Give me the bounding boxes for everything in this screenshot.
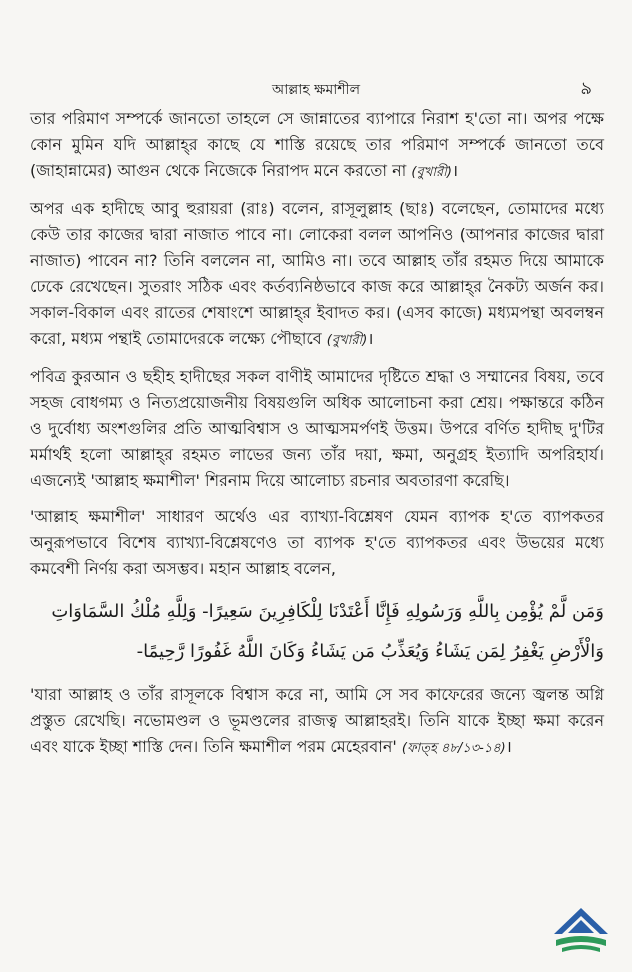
citation-bukhari-2: (বুখারী) (326, 333, 368, 348)
quran-verse (30, 592, 604, 672)
page-header (0, 72, 632, 102)
paragraph-2-text: অপর এক হাদীছে আবু হুরায়রা (রাঃ) বলেন, রাসূলুল্লাহ (ছাঃ) বলেছেন, তোমাদের মধ্যে কেউ তার কাজের দ্বারা নাজাত পাবে না। লোকেরা বলল আপনিও (আপনার কাজের দ্বারা নাজাত) পাবেন না? তিনি বললেন না, আমিও না। তবে আল্লাহ তাঁর রহমত দিয়ে আমাকে ঢেকে রেখেছেন। সুতরাং সঠিক এবং কর্তব্যনিষ্ঠভাবে কাজ করে আল্লাহ্‌র নৈকট্য অর্জন কর। সকাল-বিকাল এবং রাতের শেষাংশে আল্লাহ্‌র ইবাদত কর। (এসব কাজে) মধ্যমপন্থা অবলম্বন করো, মধ্যম পন্থাই তোমাদেরকে লক্ষ্যে পৌছাবে (30, 199, 604, 348)
running-title: আল্লাহ ক্ষমাশীল (271, 82, 361, 98)
paragraph-1-end: । (451, 161, 459, 180)
paragraph-2 (30, 196, 604, 354)
paragraph-3: পবিত্র কুরআন ও ছহীহ হাদীছের সকল বাণীই আমাদের দৃষ্টিতে শ্রদ্ধা ও সম্মানের বিষয়, তবে সহজ বোধগম্য ও নিত্যপ্রয়োজনীয় বিষয়গুলি অধিক আলোচনা করা শ্রেয়। পক্ষান্তরে কঠিন ও দুর্বোধ্য অংশগুলির প্রতি আত্মবিশ্বাস ও আত্মসমর্পণই উত্তম। উপরে বর্ণিত হাদীছ দু'টির মর্মার্থই হলো আল্লাহ্‌র রহমত লাভের জন্য তাঁর দয়া, ক্ষমা, অনুগ্রহ ইত্যাদি অপরিহার্য। এজন্যেই 'আল্লাহ ক্ষমাশীল' শিরনাম দিয়ে আলোচ্য রচনার অবতারণা করেছি। (30, 367, 604, 490)
page-number: ৯ (580, 78, 592, 99)
paragraph-4: 'আল্লাহ ক্ষমাশীল' সাধারণ অর্থেও এর ব্যাখ্যা-বিশ্লেষণ যেমন ব্যাপক হ'তে ব্যাপকতর অনুরূপভাবে বিশেষ ব্যাখ্যা-বিশ্লেষণেও তা ব্যাপক হ'তে ব্যাপকতর এবং উভয়ের মধ্যে কমবেশী নির্ণয় করা অসম্ভব। মহান আল্লাহ বলেন, (30, 507, 604, 578)
page-body (30, 106, 604, 772)
paragraph-1-text: তার পরিমাণ সম্পর্কে জানতো তাহলে সে জান্নাতের ব্যাপারে নিরাশ হ'তো না। অপর পক্ষে কোন মুমিন যদি আল্লাহ্‌র কাছে যে শাস্তি রয়েছে তার পরিমাণ সম্পর্কে জানতো তবে (জাহান্নামের) আগুন থেকে নিজেকে নিরাপদ মনে করতো না (30, 109, 604, 180)
quran-verse-line-1: وَمَن لَّمْ يُؤْمِن بِاللَّهِ وَرَسُولِهِ فَإِنَّا أَعْتَدْنَا لِلْكَافِرِينَ سَعِيرًا- وَلِلَّهِ مُلْكُ السَّمَاوَاتِ (51, 601, 604, 622)
paragraph-2-end: । (367, 329, 374, 348)
paragraph-5-end: । (505, 737, 512, 756)
citation-bukhari-1: (বুখারী) (411, 165, 452, 180)
paragraph-1 (30, 106, 604, 186)
quran-verse-line-2: وَالْأَرْضِ يَغْفِرُ لِمَن يَشَاءُ وَيُعَذِّبُ مَن يَشَاءُ وَكَانَ اللَّهُ غَفُورًا رَّحِيمًا- (136, 641, 604, 662)
paragraph-5-text: 'যারা আল্লাহ ও তাঁর রাসূলকে বিশ্বাস করে না, আমি সে সব কাফেরের জন্যে জ্বলন্ত অগ্নি প্রস্তুত রেখেছি। নভোমণ্ডল ও ভূমণ্ডলের রাজত্ব আল্লাহরই। তিনি যাকে ইচ্ছা ক্ষমা করেন এবং যাকে ইচ্ছা শাস্তি দেন। তিনি ক্ষমাশীল পরম মেহেরবান' (30, 685, 604, 756)
paragraph-5 (30, 682, 604, 762)
publisher-logo-icon (548, 904, 614, 960)
citation-fath: (ফাত্‌হ ৪৮/১৩-১৪) (401, 741, 506, 756)
